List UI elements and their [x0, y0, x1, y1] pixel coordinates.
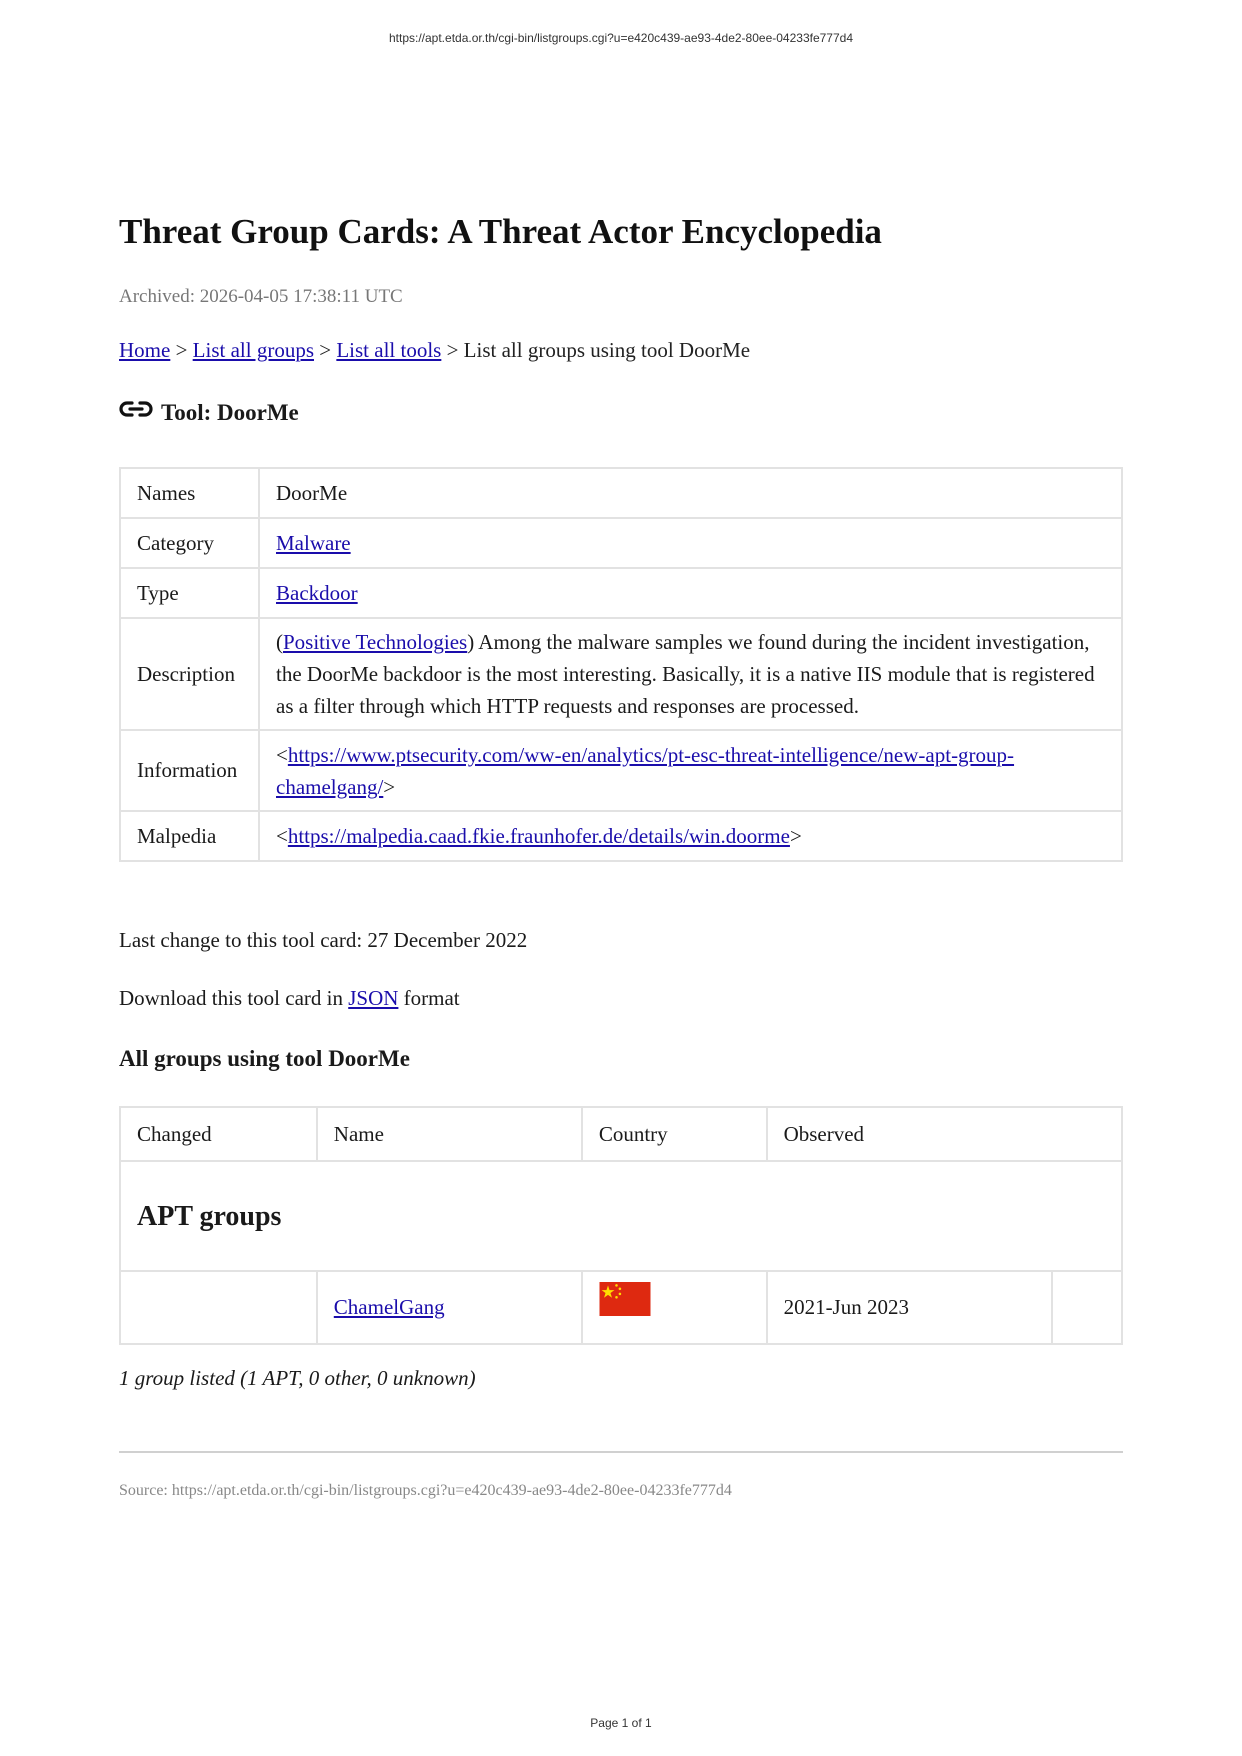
- breadcrumb: [119, 338, 750, 363]
- observed-cell: 2021-Jun 2023: [767, 1271, 1052, 1344]
- tool-heading: [119, 400, 299, 426]
- column-header-name: Name: [317, 1107, 582, 1161]
- table-row: [120, 1271, 1122, 1344]
- download-suffix: format: [398, 986, 460, 1010]
- description-value: [259, 618, 1122, 730]
- link-icon: [119, 400, 153, 418]
- type-backdoor-link[interactable]: Backdoor: [276, 580, 358, 605]
- angle-bracket-close: >: [383, 774, 396, 799]
- section-title-apt-groups: APT groups: [120, 1161, 1122, 1271]
- description-label: Description: [120, 618, 259, 730]
- malpedia-url-link[interactable]: https://malpedia.caad.fkie.fraunhofer.de/details/win.doorme: [287, 823, 790, 848]
- column-header-country: Country: [582, 1107, 767, 1161]
- groups-table: [119, 1106, 1123, 1345]
- download-prefix: Download this tool card in: [119, 986, 349, 1010]
- breadcrumb-list-tools-link[interactable]: List all tools: [336, 338, 442, 362]
- malpedia-label: Malpedia: [120, 811, 259, 861]
- name-cell: [317, 1271, 582, 1344]
- breadcrumb-home-link[interactable]: Home: [119, 338, 171, 362]
- download-line: [119, 986, 460, 1011]
- malpedia-value: [259, 811, 1122, 861]
- description-text: ) Among the malware samples we found during the incident investigation, the DoorMe backdoor is the most interesting. Basically, it is a native IIS module that is registered as a filter through which HTTP requests and responses are processed.: [276, 630, 1095, 718]
- type-label: Type: [120, 568, 259, 618]
- json-download-link[interactable]: JSON: [348, 986, 399, 1010]
- angle-bracket-open: <: [276, 742, 288, 767]
- description-source-link[interactable]: Positive Technologies: [283, 630, 468, 654]
- category-value: [259, 518, 1122, 568]
- breadcrumb-separator: >: [314, 338, 337, 362]
- description-open-paren: (: [276, 630, 283, 654]
- page-title: Threat Group Cards: A Threat Actor Encyclopedia: [119, 212, 882, 251]
- type-value: [259, 568, 1122, 618]
- groups-summary: 1 group listed (1 APT, 0 other, 0 unknown): [119, 1366, 476, 1390]
- information-url-link[interactable]: https://www.ptsecurity.com/ww-en/analytics/pt-esc-threat-intelligence/new-apt-group-chamelgang/: [276, 742, 1015, 799]
- source-url: Source: https://apt.etda.or.th/cgi-bin/listgroups.cgi?u=e420c439-ae93-4de2-80ee-04233fe777d4: [119, 1482, 732, 1499]
- extra-cell: [1052, 1271, 1122, 1344]
- angle-bracket-close: >: [789, 823, 802, 848]
- china-flag-icon: [599, 1282, 651, 1316]
- table-row: [120, 730, 1122, 811]
- page-number: Page 1 of 1: [590, 1716, 652, 1730]
- angle-bracket-open: <: [276, 823, 288, 848]
- column-header-observed: Observed: [767, 1107, 1122, 1161]
- information-value: [259, 730, 1122, 811]
- column-header-changed: Changed: [120, 1107, 317, 1161]
- table-row: [120, 618, 1122, 730]
- category-label: Category: [120, 518, 259, 568]
- print-header-url: https://apt.etda.or.th/cgi-bin/listgroups.cgi?u=e420c439-ae93-4de2-80ee-04233fe777d4: [388, 31, 853, 45]
- table-header-row: [120, 1107, 1122, 1161]
- country-cell: [582, 1271, 767, 1344]
- last-change-text: Last change to this tool card: 27 December 2022: [119, 928, 528, 952]
- table-row: [120, 568, 1122, 618]
- breadcrumb-separator: >: [170, 338, 193, 362]
- groups-heading: All groups using tool DoorMe: [119, 1046, 410, 1071]
- breadcrumb-list-groups-link[interactable]: List all groups: [192, 338, 314, 362]
- table-row: [120, 518, 1122, 568]
- table-row: [120, 811, 1122, 861]
- group-chamelgang-link[interactable]: ChamelGang: [333, 1295, 445, 1319]
- tool-heading-text: Tool: DoorMe: [161, 400, 299, 425]
- names-value: DoorMe: [259, 468, 1122, 518]
- tool-info-table: [119, 467, 1123, 862]
- information-label: Information: [120, 730, 259, 811]
- archived-timestamp: Archived: 2026-04-05 17:38:11 UTC: [119, 286, 403, 307]
- divider: [119, 1451, 1123, 1453]
- changed-cell: [120, 1271, 317, 1344]
- names-label: Names: [120, 468, 259, 518]
- table-row: [120, 468, 1122, 518]
- category-malware-link[interactable]: Malware: [276, 530, 351, 555]
- breadcrumb-current: > List all groups using tool DoorMe: [441, 338, 751, 362]
- section-row: [120, 1161, 1122, 1271]
